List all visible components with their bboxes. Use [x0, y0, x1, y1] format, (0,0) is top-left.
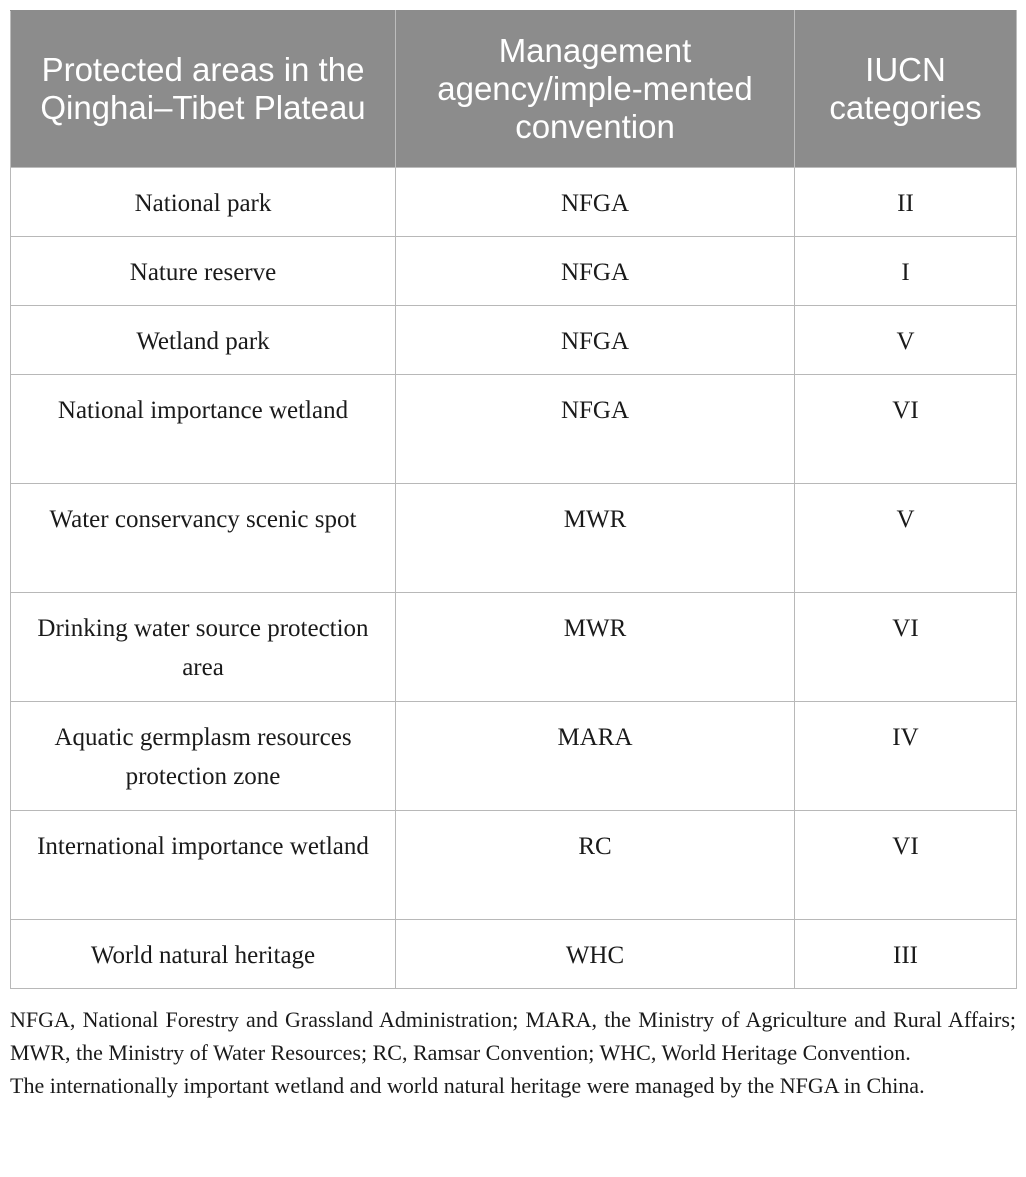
protected-areas-table	[10, 10, 1017, 989]
cell-iucn: III	[795, 920, 1017, 989]
cell-area: National park	[11, 168, 396, 237]
cell-area: World natural heritage	[11, 920, 396, 989]
cell-iucn: VI	[795, 811, 1017, 920]
cell-agency: MWR	[396, 593, 795, 702]
cell-agency: RC	[396, 811, 795, 920]
cell-agency: NFGA	[396, 375, 795, 484]
table-row	[11, 168, 1017, 237]
footnote-management: The internationally important wetland and world natural heritage were managed by the NFGA in China.	[10, 1073, 925, 1098]
cell-agency: WHC	[396, 920, 795, 989]
cell-area: Water conservancy scenic spot	[11, 484, 396, 593]
table-row	[11, 920, 1017, 989]
cell-iucn: VI	[795, 593, 1017, 702]
cell-area: Wetland park	[11, 306, 396, 375]
table-row	[11, 237, 1017, 306]
table-row	[11, 306, 1017, 375]
cell-area: Drinking water source protection area	[11, 593, 396, 702]
table-row	[11, 375, 1017, 484]
header-protected-areas: Protected areas in the Qinghai–Tibet Plateau	[11, 11, 396, 168]
cell-iucn: V	[795, 306, 1017, 375]
table-row	[11, 484, 1017, 593]
cell-iucn: II	[795, 168, 1017, 237]
footnote-abbreviations: NFGA, National Forestry and Grassland Administration; MARA, the Ministry of Agriculture and Rural Affairs; MWR, the Ministry of Water Resources; RC, Ramsar Convention; WHC, World Heritage Convention.	[10, 1007, 1016, 1065]
cell-agency: NFGA	[396, 306, 795, 375]
cell-iucn: I	[795, 237, 1017, 306]
cell-area: International importance wetland	[11, 811, 396, 920]
cell-iucn: IV	[795, 702, 1017, 811]
cell-agency: NFGA	[396, 168, 795, 237]
cell-iucn: V	[795, 484, 1017, 593]
header-iucn-categories: IUCN categories	[795, 11, 1017, 168]
table-footnotes	[10, 1003, 1016, 1102]
table-row	[11, 702, 1017, 811]
table-header-row	[11, 11, 1017, 168]
table-row	[11, 593, 1017, 702]
cell-agency: MWR	[396, 484, 795, 593]
cell-iucn: VI	[795, 375, 1017, 484]
cell-area: Nature reserve	[11, 237, 396, 306]
table-container	[10, 10, 1016, 1102]
header-management-agency: Management agency/imple-mented convention	[396, 11, 795, 168]
cell-area: National importance wetland	[11, 375, 396, 484]
cell-agency: NFGA	[396, 237, 795, 306]
cell-agency: MARA	[396, 702, 795, 811]
table-row	[11, 811, 1017, 920]
cell-area: Aquatic germplasm resources protection zone	[11, 702, 396, 811]
